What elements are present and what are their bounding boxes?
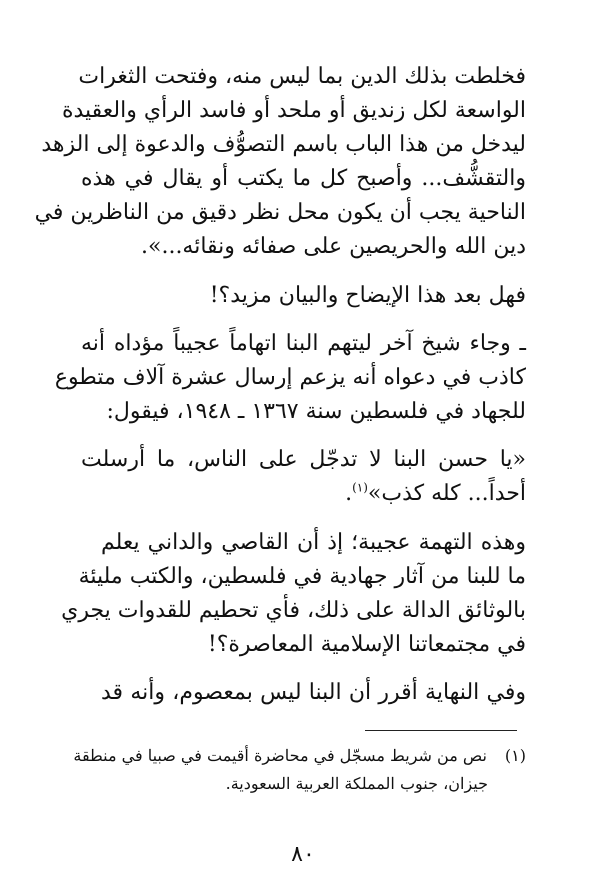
text-line-3: ليدخل من هذا الباب باسم التصوُّف والدعوة إلى الزهد	[41, 132, 526, 157]
text-line-17: وفي النهاية أقرر أن البنا ليس بمعصوم، وأنه قد	[101, 680, 526, 705]
quote-text: أحداً... كله كذب»	[367, 481, 526, 506]
period: .	[345, 481, 353, 506]
text-line-4: والتقشُّف... وأصبح كل ما يكتب أو يقال في هذه	[81, 166, 526, 191]
text-line-14: ما للبنا من آثار جهادية في فلسطين، والكتب مليئة	[78, 564, 526, 589]
footnote-text-1: نص من شريط مسجّل في محاضرة أقيمت في صبيا في منطقة	[73, 746, 487, 765]
text-line-9: كاذب في دعواه أنه يزعم إرسال عشرة آلاف متطوع	[54, 365, 526, 390]
footnote-number: (١)	[504, 746, 526, 765]
footnote-line-2: جيزان، جنوب المملكة العربية السعودية.	[225, 774, 488, 793]
text-line-13: وهذه التهمة عجيبة؛ إذ أن القاصي والداني يعلم	[101, 530, 526, 555]
quote-line-1: «يا حسن البنا لا تدجّل على الناس، ما أرسلت	[81, 447, 526, 472]
text-line-16: في مجتمعاتنا الإسلامية المعاصرة؟!	[207, 632, 526, 657]
text-line-6: دين الله والحريصين على صفائه ونقائه...».	[141, 234, 526, 259]
footnote-marker: (١)	[352, 480, 368, 495]
text-line-10: للجهاد في فلسطين سنة ١٣٦٧ ـ ١٩٤٨، فيقول:	[106, 399, 526, 424]
question-line: فهل بعد هذا الإيضاح والبيان مزيد؟!	[209, 283, 526, 308]
text-line-15: بالوثائق الدالة على ذلك، فأي تحطيم للقدوات يجري	[61, 598, 526, 623]
footnote-line-1	[73, 744, 526, 768]
text-line-1: فخلطت بذلك الدين بما ليس منه، وفتحت الثغرات	[78, 64, 526, 89]
quote-line-2	[81, 479, 526, 509]
footnote-divider	[365, 730, 517, 731]
text-line-5: الناحية يجب أن يكون محل نظر دقيق من الناظرين في	[34, 200, 526, 225]
page-number: ٨٠	[291, 842, 315, 867]
text-line-2: الواسعة لكل زنديق أو ملحد أو فاسد الرأي والعقيدة	[61, 98, 526, 123]
text-line-8: ـ وجاء شيخ آخر ليتهم البنا اتهاماً عجيباً مؤداه أنه	[81, 331, 526, 356]
